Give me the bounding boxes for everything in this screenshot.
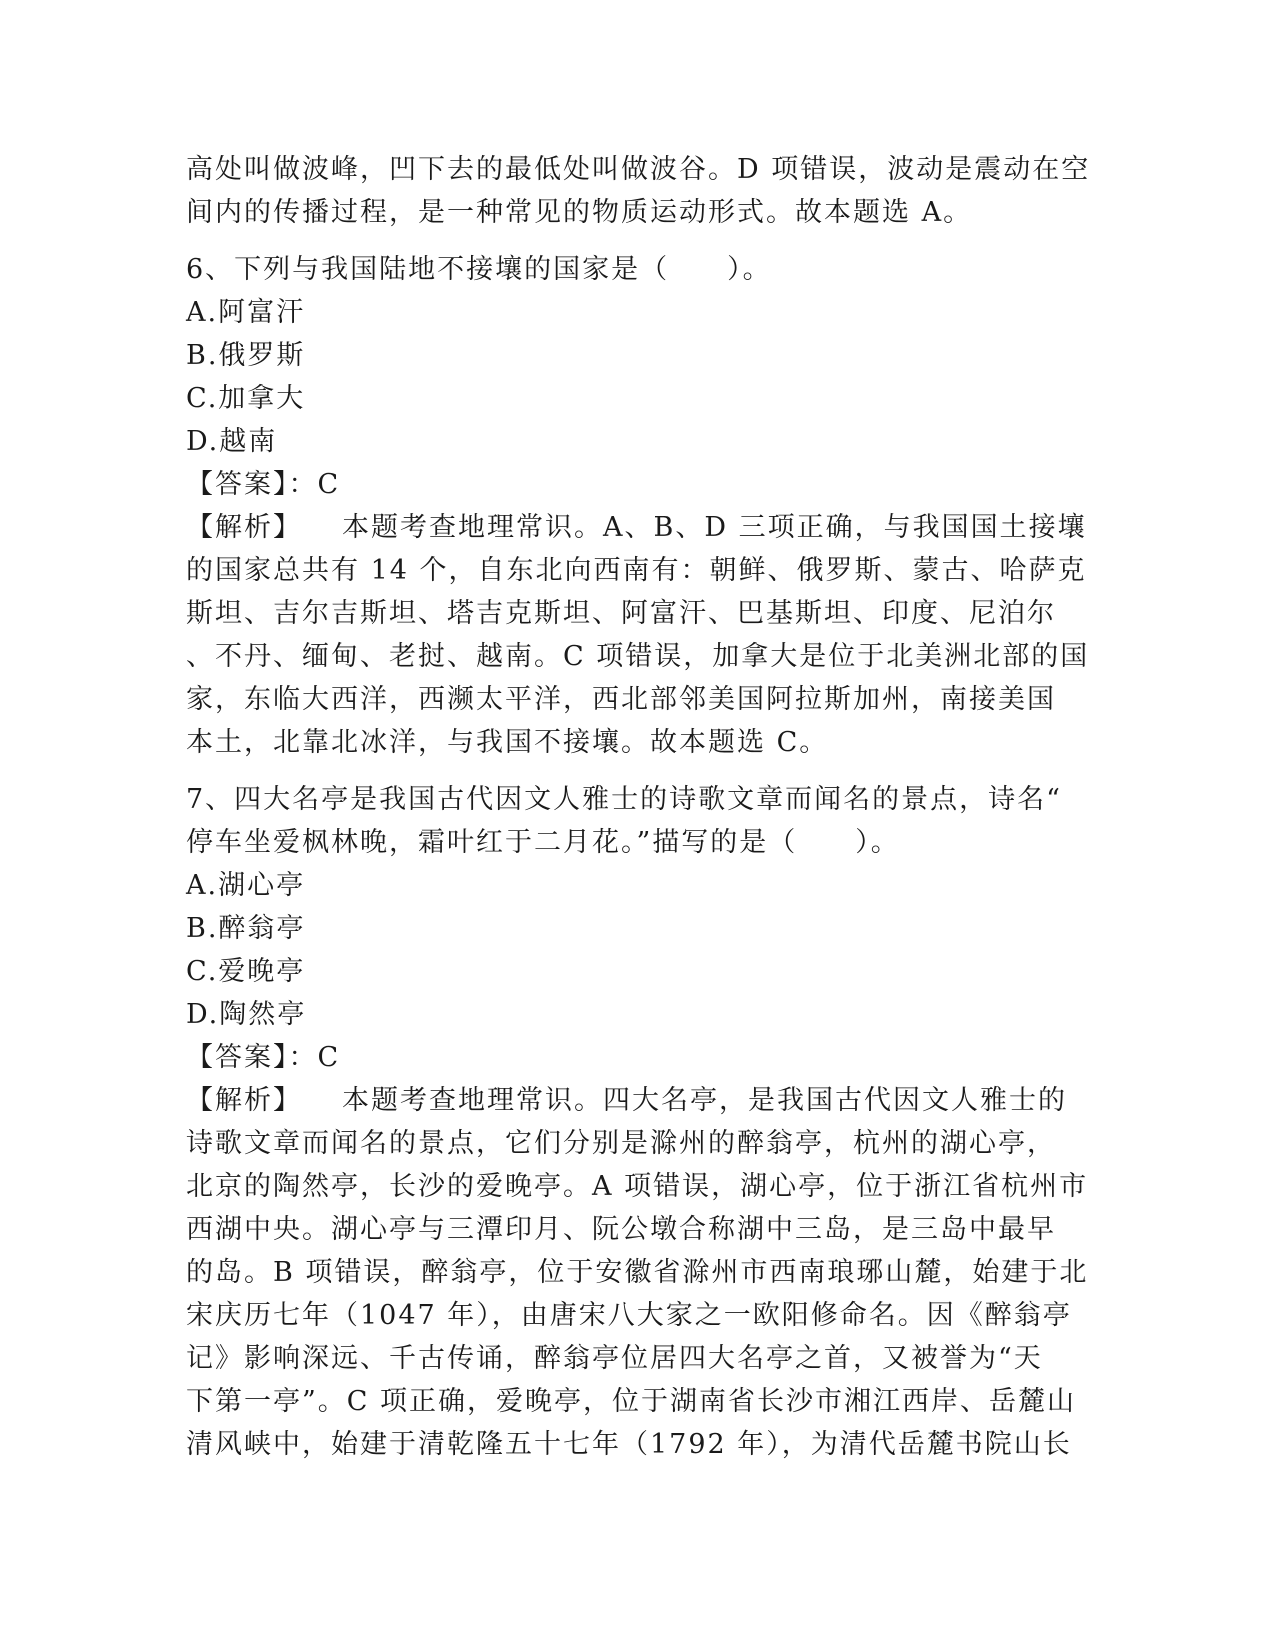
option-b: B.俄罗斯 [186,340,306,371]
option-a: A.湖心亭 [186,870,306,901]
analysis-label: 【解析】 [186,1085,302,1116]
analysis-line: 诗歌文章而闻名的景点，它们分别是滁州的醉翁亭，杭州的湖心亭， [186,1128,1056,1159]
analysis-line: 宋庆历七年（1047 年），由唐宋八大家之一欧阳修命名。因《醉翁亭 [186,1300,1072,1331]
option-c: C.爱晚亭 [186,956,306,987]
prev-analysis-line: 间内的传播过程，是一种常见的物质运动形式。故本题选 A。 [186,197,973,228]
analysis-line: 的岛。B 项错误，醉翁亭，位于安徽省滁州市西南琅琊山麓，始建于北 [186,1257,1089,1288]
analysis-line: 本题考查地理常识。四大名亭，是我国古代因文人雅士的 [342,1085,1067,1116]
analysis-label: 【解析】 [186,512,302,543]
analysis-line: 的国家总共有 14 个，自东北向西南有：朝鲜、俄罗斯、蒙古、哈萨克 [186,555,1087,586]
question-7-text: 7、四大名亭是我国古代因文人雅士的诗歌文章而闻名的景点，诗名“ [186,784,1062,815]
document-body [186,148,1091,1466]
prev-analysis-line: 高处叫做波峰，凹下去的最低处叫做波谷。D 项错误，波动是震动在空 [186,154,1091,185]
question-7-text: 停车坐爱枫林晚，霜叶红于二月花。”描写的是（ ）。 [186,827,900,858]
option-d: D.陶然亭 [186,999,307,1030]
analysis-line: 、不丹、缅甸、老挝、越南。C 项错误，加拿大是位于北美洲北部的国 [186,641,1090,672]
question-6-text: 6、下列与我国陆地不接壤的国家是（ ）。 [186,254,772,285]
analysis-line: 清风峡中，始建于清乾隆五十七年（1792 年），为清代岳麓书院山长 [186,1429,1072,1460]
analysis-line: 本题考查地理常识。A、B、D 三项正确，与我国国土接壤 [342,512,1087,543]
option-a: A.阿富汗 [186,297,306,328]
analysis-line: 斯坦、吉尔吉斯坦、塔吉克斯坦、阿富汗、巴基斯坦、印度、尼泊尔 [186,598,1056,629]
analysis-first-line [186,506,1086,549]
analysis-line: 西湖中央。湖心亭与三潭印月、阮公墩合称湖中三岛，是三岛中最早 [186,1214,1056,1245]
analysis-line: 家，东临大西洋，西濒太平洋，西北部邻美国阿拉斯加州，南接美国 [186,684,1056,715]
answer: 【答案】：C [186,1042,341,1073]
option-b: B.醉翁亭 [186,913,306,944]
option-c: C.加拿大 [186,383,306,414]
answer: 【答案】：C [186,469,341,500]
analysis-line: 北京的陶然亭，长沙的爱晚亭。A 项错误，湖心亭，位于浙江省杭州市 [186,1171,1089,1202]
analysis-first-line [186,1079,1086,1122]
option-d: D.越南 [186,426,278,457]
analysis-line: 下第一亭”。C 项正确，爱晚亭，位于湖南省长沙市湘江西岸、岳麓山 [186,1386,1077,1417]
analysis-line: 记》影响深远、千古传诵，醉翁亭位居四大名亭之首，又被誉为“天 [186,1343,1043,1374]
analysis-line: 本土，北靠北冰洋，与我国不接壤。故本题选 C。 [186,727,829,758]
